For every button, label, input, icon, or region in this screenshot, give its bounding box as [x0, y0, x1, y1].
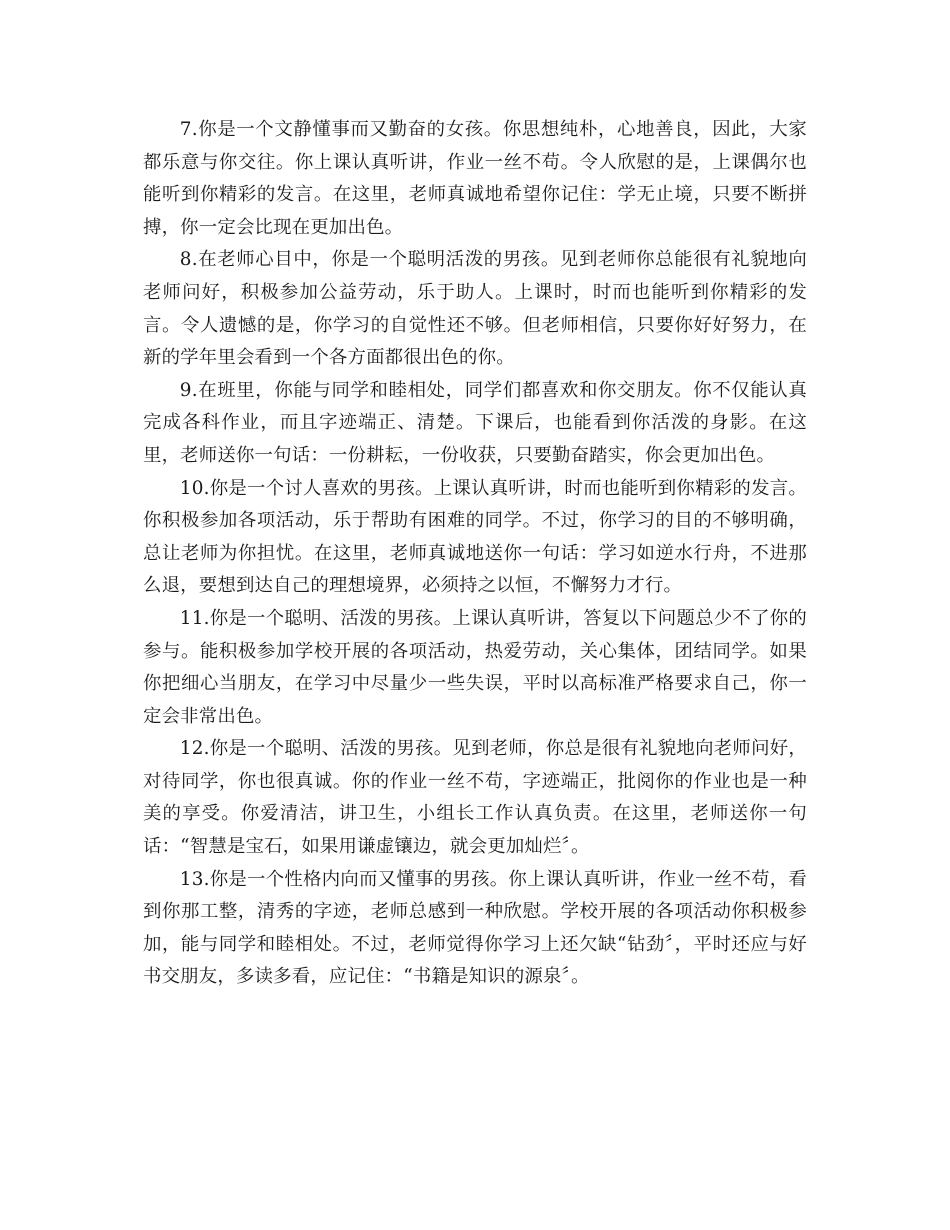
comment-paragraph-11: 11.你是一个聪明、活泼的男孩。上课认真听讲，答复以下问题总少不了你的参与。能积极参加学校开展的各项活动，热爱劳动，关心集体，团结同学。如果你把细心当朋友，在学习中尽量少一些失误，平时以高标准严格要求自己，你一定会非常出色。: [143, 607, 807, 727]
comment-paragraph-13: 13.你是一个性格内向而又懂事的男孩。你上课认真听讲，作业一丝不苟，看到你那工整，清秀的字迹，老师总感到一种欣慰。学校开展的各项活动你积极参加，能与同学和睦相处。不过，老师觉得你学习上还欠缺“钻劲〞，平时还应与好书交朋友，多读多看，应记住：“书籍是知识的源泉〞。: [143, 868, 807, 988]
comment-paragraph-9: 9.在班里，你能与同学和睦相处，同学们都喜欢和你交朋友。你不仅能认真完成各科作业，而且字迹端正、清楚。下课后，也能看到你活泼的身影。在这里，老师送你一句话：一份耕耘，一份收获，只要勤奋踏实，你会更加出色。: [143, 379, 807, 466]
comment-paragraph-10: 10.你是一个讨人喜欢的男孩。上课认真听讲，时而也能听到你精彩的发言。你积极参加各项活动，乐于帮助有困难的同学。不过，你学习的目的不够明确，总让老师为你担忧。在这里，老师真诚地送你一句话：学习如逆水行舟，不进那么退，要想到达自己的理想境界，必须持之以恒，不懈努力才行。: [143, 477, 807, 597]
comment-paragraph-7: 7.你是一个文静懂事而又勤奋的女孩。你思想纯朴，心地善良，因此，大家都乐意与你交往。你上课认真听讲，作业一丝不苟。令人欣慰的是，上课偶尔也能听到你精彩的发言。在这里，老师真诚地希望你记住：学无止境，只要不断拼搏，你一定会比现在更加出色。: [143, 119, 807, 238]
comment-paragraph-12: 12.你是一个聪明、活泼的男孩。见到老师，你总是很有礼貌地向老师问好，对待同学，你也很真诚。你的作业一丝不苟，字迹端正，批阅你的作业也是一种美的享受。你爱清洁，讲卫生，小组长工作认真负责。在这里，老师送你一句话：“智慧是宝石，如果用谦虚镶边，就会更加灿烂〞。: [143, 738, 807, 858]
comment-paragraph-8: 8.在老师心目中，你是一个聪明活泼的男孩。见到老师你总能很有礼貌地向老师问好，积极参加公益劳动，乐于助人。上课时，时而也能听到你精彩的发言。令人遗憾的是，你学习的自觉性还不够。但老师相信，只要你好好努力，在新的学年里会看到一个各方面都很出色的你。: [143, 249, 807, 369]
document-body: [143, 114, 807, 994]
